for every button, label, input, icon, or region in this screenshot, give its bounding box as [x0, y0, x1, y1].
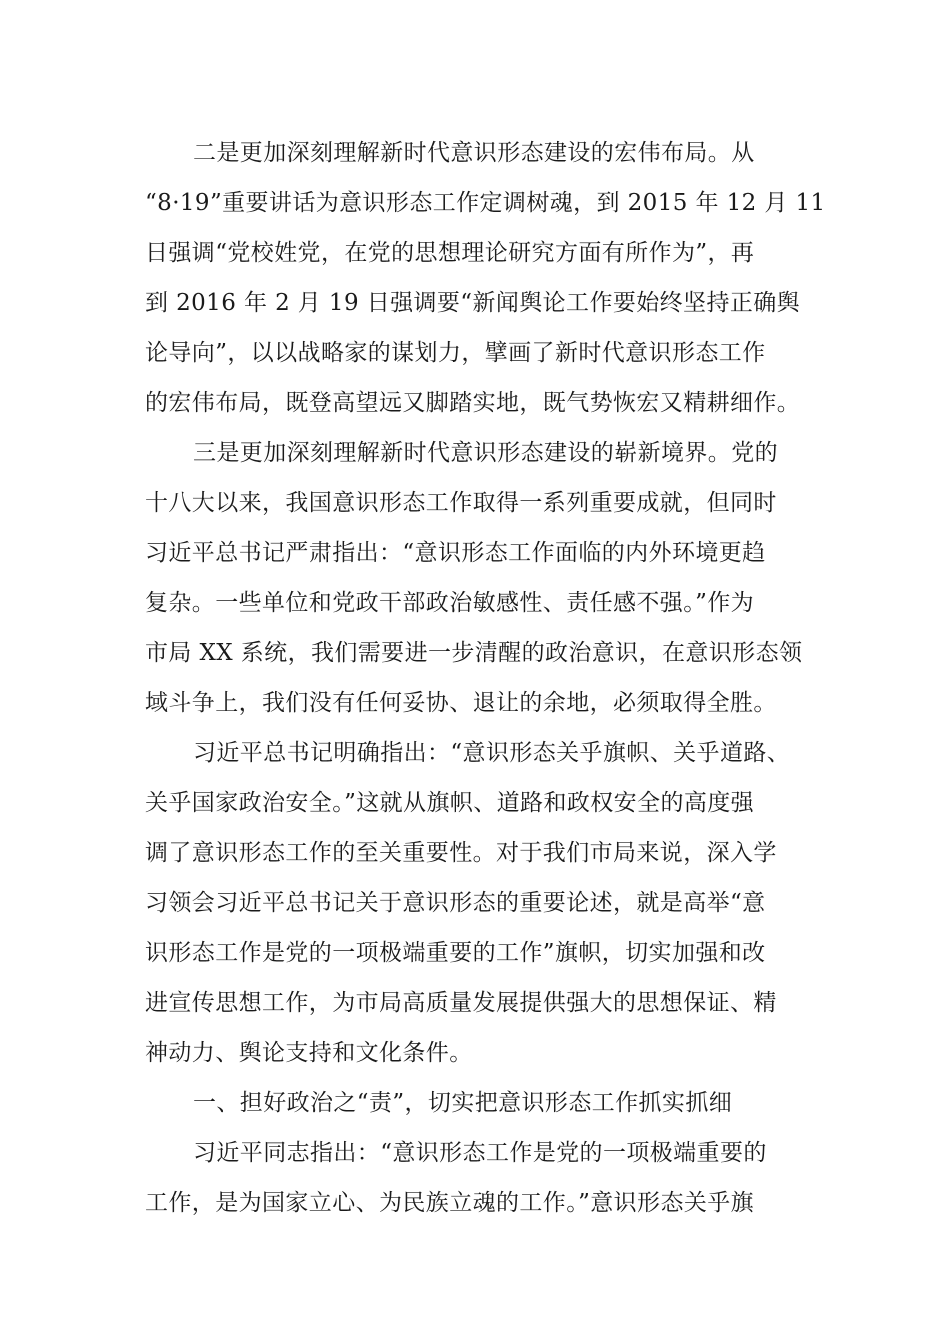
paragraph-line: 二是更加深刻理解新时代意识形态建设的宏伟布局。从: [193, 140, 755, 166]
section-heading: 一、担好政治之“责”，切实把意识形态工作抓实抓细: [193, 1090, 733, 1116]
paragraph-line: 域斗争上，我们没有任何妥协、退让的余地，必须取得全胜。: [145, 690, 777, 716]
paragraph-line: “8·19”重要讲话为意识形态工作定调树魂，到 2015 年 12 月 11: [145, 190, 826, 216]
paragraph-line: 复杂。一些单位和党政干部政治敏感性、责任感不强。”作为: [145, 590, 755, 616]
paragraph-line: 神动力、舆论支持和文化条件。: [145, 1040, 473, 1066]
paragraph-line: 关乎国家政治安全。”这就从旗帜、道路和政权安全的高度强: [145, 790, 755, 816]
paragraph-line: 进宣传思想工作，为市局高质量发展提供强大的思想保证、精: [145, 990, 777, 1016]
paragraph-line: 习领会习近平总书记关于意识形态的重要论述，就是高举“意: [145, 890, 766, 916]
paragraph-line: 识形态工作是党的一项极端重要的工作”旗帜，切实加强和改: [145, 940, 766, 966]
paragraph-line: 到 2016 年 2 月 19 日强调要“新闻舆论工作要始终坚持正确舆: [145, 290, 801, 316]
paragraph-line: 三是更加深刻理解新时代意识形态建设的崭新境界。党的: [193, 440, 778, 466]
paragraph-line: 论导向”，以以战略家的谋划力，擘画了新时代意识形态工作: [145, 340, 766, 366]
paragraph-line: 习近平同志指出：“意识形态工作是党的一项极端重要的: [193, 1140, 767, 1166]
paragraph-line: 十八大以来，我国意识形态工作取得一系列重要成就，但同时: [145, 490, 777, 516]
paragraph-line: 习近平总书记严肃指出：“意识形态工作面临的内外环境更趋: [145, 540, 766, 566]
paragraph-line: 市局 XX 系统，我们需要进一步清醒的政治意识，在意识形态领: [145, 640, 803, 666]
paragraph-line: 日强调“党校姓党，在党的思想理论研究方面有所作为”，再: [145, 240, 755, 266]
paragraph-line: 习近平总书记明确指出：“意识形态关乎旗帜、关乎道路、: [193, 740, 791, 766]
paragraph-line: 的宏伟布局，既登高望远又脚踏实地，既气势恢宏又精耕细作。: [145, 390, 801, 416]
paragraph-line: 工作，是为国家立心、为民族立魂的工作。”意识形态关乎旗: [145, 1190, 755, 1216]
paragraph-line: 调了意识形态工作的至关重要性。对于我们市局来说，深入学: [145, 840, 777, 866]
